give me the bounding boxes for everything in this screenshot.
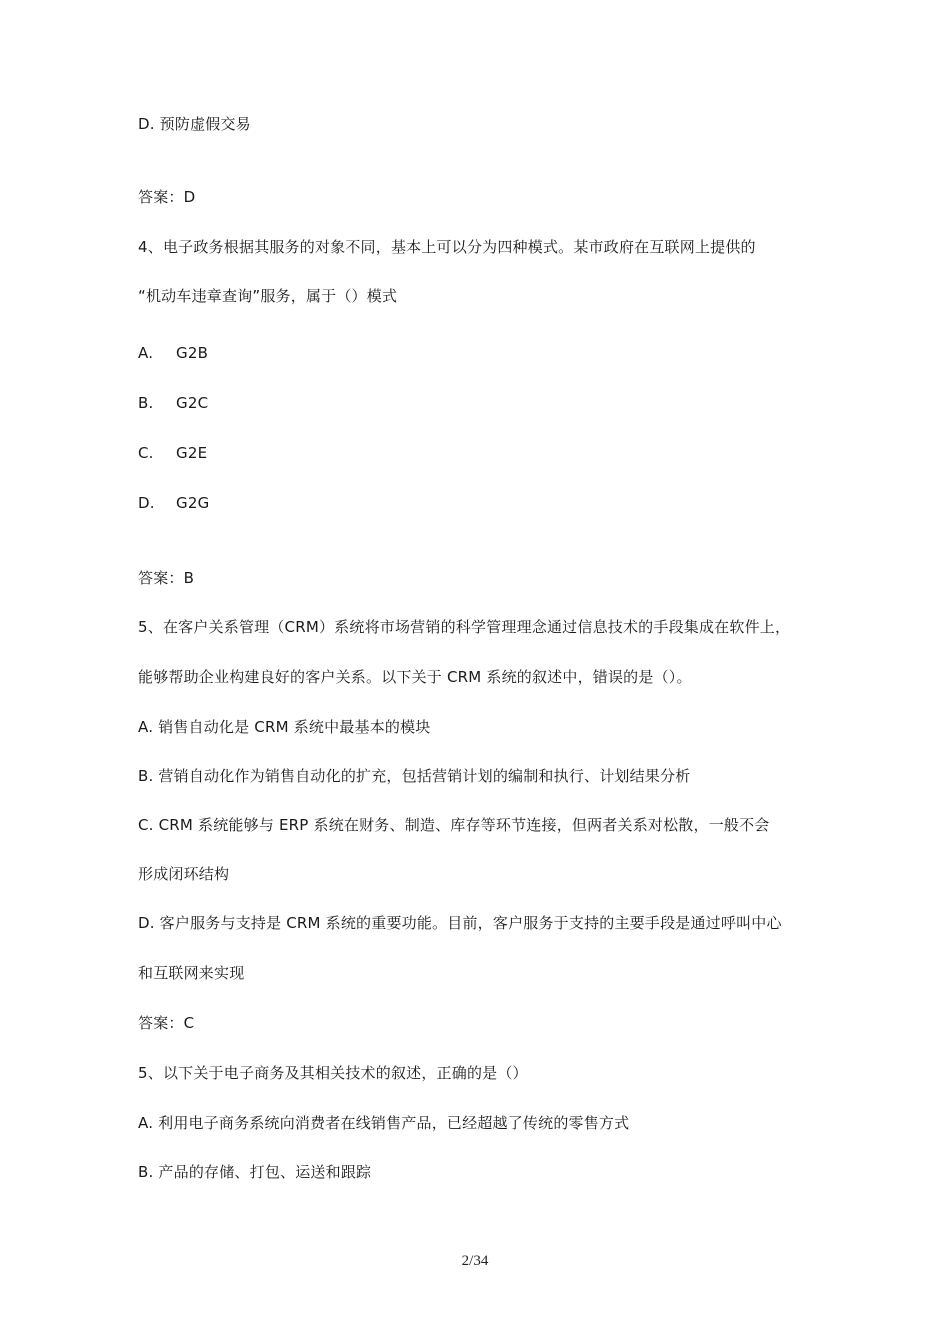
question-5-option-b: B. 营销自动化作为销售自动化的扩充，包括营销计划的编制和执行、计划结果分析	[138, 767, 691, 785]
question-5-option-d-line-1: D. 客户服务与支持是 CRM 系统的重要功能。目前，客户服务于支持的主要手段是通过呼叫中心	[138, 914, 782, 932]
option-d-prev-question: D. 预防虚假交易	[138, 115, 251, 133]
question-6-option-b: B. 产品的存储、打包、运送和跟踪	[138, 1163, 372, 1181]
answer-line: 答案：D	[138, 188, 196, 206]
question-4-line-2: “机动车违章查询”服务，属于（）模式	[138, 287, 398, 305]
question-5-option-d-line-2: 和互联网来实现	[138, 964, 245, 982]
question-5-option-c-line-1: C. CRM 系统能够与 ERP 系统在财务、制造、库存等环节连接，但两者关系对松散，一般不会	[138, 816, 770, 834]
answer-line: 答案：B	[138, 569, 195, 587]
option-letter: A.	[138, 344, 154, 362]
option-letter: C.	[138, 444, 154, 462]
option-letter: B.	[138, 394, 154, 412]
page-number: 2/34	[461, 1253, 489, 1269]
option-letter: D.	[138, 494, 155, 512]
question-4-line-1: 4、电子政务根据其服务的对象不同，基本上可以分为四种模式。某市政府在互联网上提供的	[138, 238, 756, 256]
question-4-option-d	[138, 493, 209, 513]
question-5-line-2: 能够帮助企业构建良好的客户关系。以下关于 CRM 系统的叙述中，错误的是（）。	[138, 668, 692, 686]
question-5-option-a: A. 销售自动化是 CRM 系统中最基本的模块	[138, 718, 431, 736]
question-6-option-a: A. 利用电子商务系统向消费者在线销售产品，已经超越了传统的零售方式	[138, 1114, 630, 1132]
option-text: G2C	[176, 394, 209, 412]
question-6-line-1: 5、以下关于电子商务及其相关技术的叙述，正确的是（）	[138, 1064, 528, 1082]
option-text: G2E	[176, 444, 208, 462]
option-text: G2G	[176, 494, 210, 512]
question-5-option-c-line-2: 形成闭环结构	[138, 865, 230, 883]
question-4-option-a	[138, 343, 208, 363]
question-5-line-1: 5、在客户关系管理（CRM）系统将市场营销的科学管理理念通过信息技术的手段集成在软件上，	[138, 618, 791, 636]
question-4-option-c	[138, 443, 207, 463]
question-4-option-b	[138, 393, 208, 413]
answer-line: 答案：C	[138, 1014, 195, 1032]
option-text: G2B	[176, 344, 209, 362]
